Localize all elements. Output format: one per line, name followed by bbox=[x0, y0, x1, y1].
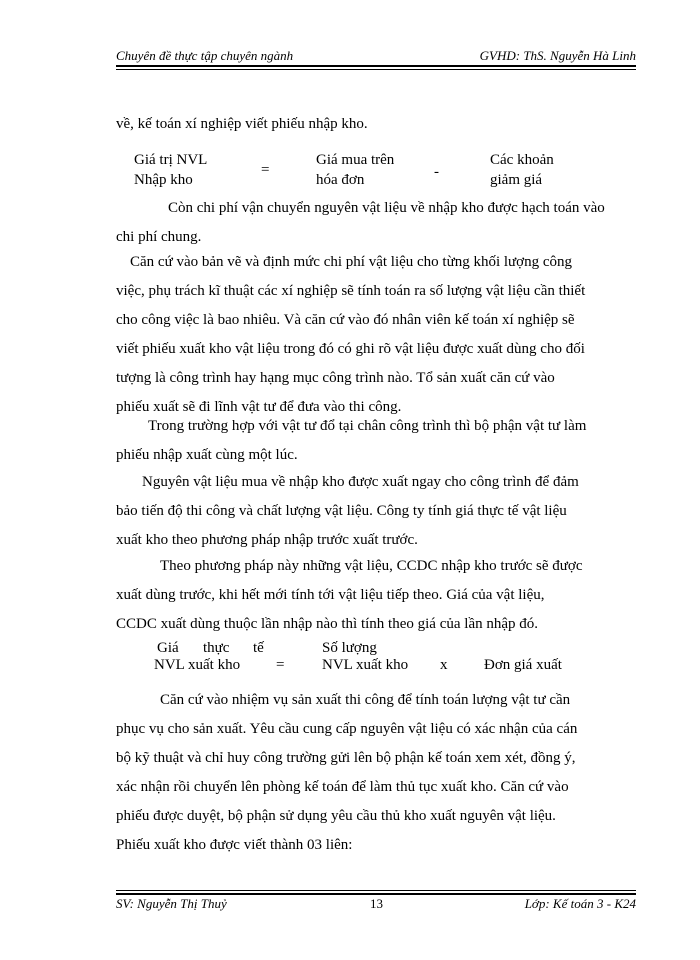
paragraph-line: viết phiếu xuất kho vật liệu trong đó có ghi rõ vật liệu được xuất dùng cho đối bbox=[116, 340, 585, 357]
header-rule-thin bbox=[116, 69, 636, 70]
paragraph-line: Theo phương pháp này những vật liệu, CCDC nhập kho trước sẽ được bbox=[160, 558, 583, 574]
paragraph-line: Trong trường hợp với vật tư đổ tại chân công trình thì bộ phận vật tư làm bbox=[148, 418, 587, 434]
paragraph-line: Căn cứ vào bản vẽ và định mức chi phí vật liệu cho từng khối lượng công bbox=[130, 254, 573, 270]
paragraph-line: Phiếu xuất kho được viết thành 03 liên: bbox=[116, 836, 353, 853]
paragraph-line: phiếu xuất sẽ đi lĩnh vật tư để đưa vào thi công. bbox=[116, 398, 402, 415]
paragraph-line: xuất kho theo phương pháp nhập trước xuất trước. bbox=[116, 531, 418, 548]
footer-rule-thin bbox=[116, 890, 636, 891]
paragraph-issue-procedure bbox=[116, 686, 640, 859]
formula1-term-b-line1: Giá mua trên bbox=[316, 152, 395, 168]
paragraph-line: phiếu được duyệt, bộ phận sử dụng yêu cầu thủ kho xuất nguyên vật liệu. bbox=[116, 807, 556, 824]
formula2-term-b-line1: Số lượng bbox=[322, 640, 377, 656]
formula2-word-3: tế bbox=[253, 640, 264, 656]
paragraph-line: việc, phụ trách kĩ thuật các xí nghiệp sẽ tính toán ra số lượng vật liệu cần thiết bbox=[116, 282, 586, 299]
page-number: 13 bbox=[370, 896, 383, 911]
footer-class: Lớp: Kế toán 3 - K24 bbox=[524, 896, 636, 911]
formula2-word-2: thực bbox=[203, 640, 230, 656]
text-line-intro: về, kế toán xí nghiệp viết phiếu nhập kho. bbox=[116, 116, 368, 132]
paragraph-line: Căn cứ vào nhiệm vụ sản xuất thi công để tính toán lượng vật tư cần bbox=[160, 692, 571, 708]
formula1-term-c-line1: Các khoản bbox=[490, 152, 554, 168]
footer-student-name: SV: Nguyễn Thị Thuỷ bbox=[116, 896, 227, 911]
paragraph-line: Nguyên vật liệu mua về nhập kho được xuất ngay cho công trình để đảm bbox=[142, 474, 579, 490]
paragraph-line: phục vụ cho sản xuất. Yêu cầu cung cấp nguyên vật liệu có xác nhận của cán bbox=[116, 720, 578, 737]
paragraph-line: CCDC xuất dùng thuộc lần nhập nào thì tính theo giá của lần nhập đó. bbox=[116, 615, 539, 632]
paragraph-line: phiếu nhập xuất cùng một lúc. bbox=[116, 446, 298, 463]
formula2-term-b-line2: NVL xuất kho bbox=[322, 657, 409, 673]
formula2-multiply-sign: x bbox=[440, 657, 448, 673]
paragraph-ccdc-pricing bbox=[116, 552, 640, 639]
formula1-term-a-line2: Nhập kho bbox=[134, 172, 193, 188]
paragraph-line: xuất dùng trước, khi hết mới tính tới vật liệu tiếp theo. Giá của vật liệu, bbox=[116, 586, 545, 603]
header-course-title: Chuyên đề thực tập chuyên ngành bbox=[116, 48, 294, 63]
paragraph-line: chi phí chung. bbox=[116, 228, 202, 245]
paragraph-line: bộ kỹ thuật và chỉ huy công trường gửi lên bộ phận kế toán xem xét, đồng ý, bbox=[116, 749, 576, 766]
formula1-term-c-line2: giảm giá bbox=[490, 172, 543, 188]
formula1-equals-sign: = bbox=[261, 162, 270, 178]
footer-rule-thick bbox=[116, 893, 636, 895]
paragraph-onsite-materials bbox=[116, 412, 640, 470]
paragraph-line: tượng là công trình hay hạng mục công trình nào. Tổ sản xuất căn cứ vào bbox=[116, 369, 555, 386]
formula2-term-c-line2: Đơn giá xuất bbox=[484, 657, 562, 673]
formula2-term-a-line2: NVL xuất kho bbox=[154, 657, 241, 673]
paragraph-line: Còn chi phí vận chuyển nguyên vật liệu về nhập kho được hạch toán vào bbox=[168, 200, 605, 216]
paragraph-line: bảo tiến độ thi công và chất lượng vật liệu. Công ty tính giá thực tế vật liệu bbox=[116, 502, 567, 519]
formula1-term-b-line2: hóa đơn bbox=[316, 172, 365, 188]
paragraph-line: xác nhận rồi chuyển lên phòng kế toán để làm thủ tục xuất kho. Căn cứ vào bbox=[116, 778, 569, 795]
formula1-minus-sign: - bbox=[434, 164, 439, 180]
formula2-word-1: Giá bbox=[157, 640, 179, 656]
formula1-term-a-line1: Giá trị NVL bbox=[134, 152, 208, 168]
header-rule-thick bbox=[116, 65, 636, 67]
paragraph-fifo-method bbox=[116, 468, 640, 555]
header-supervisor: GVHD: ThS. Nguyễn Hà Linh bbox=[479, 48, 636, 63]
paragraph-line: cho công việc là bao nhiêu. Và căn cứ vào đó nhân viên kế toán xí nghiệp sẽ bbox=[116, 311, 575, 328]
paragraph-transport-cost bbox=[116, 194, 640, 252]
formula2-equals-sign: = bbox=[276, 657, 285, 673]
paragraph-material-issue bbox=[116, 248, 640, 421]
